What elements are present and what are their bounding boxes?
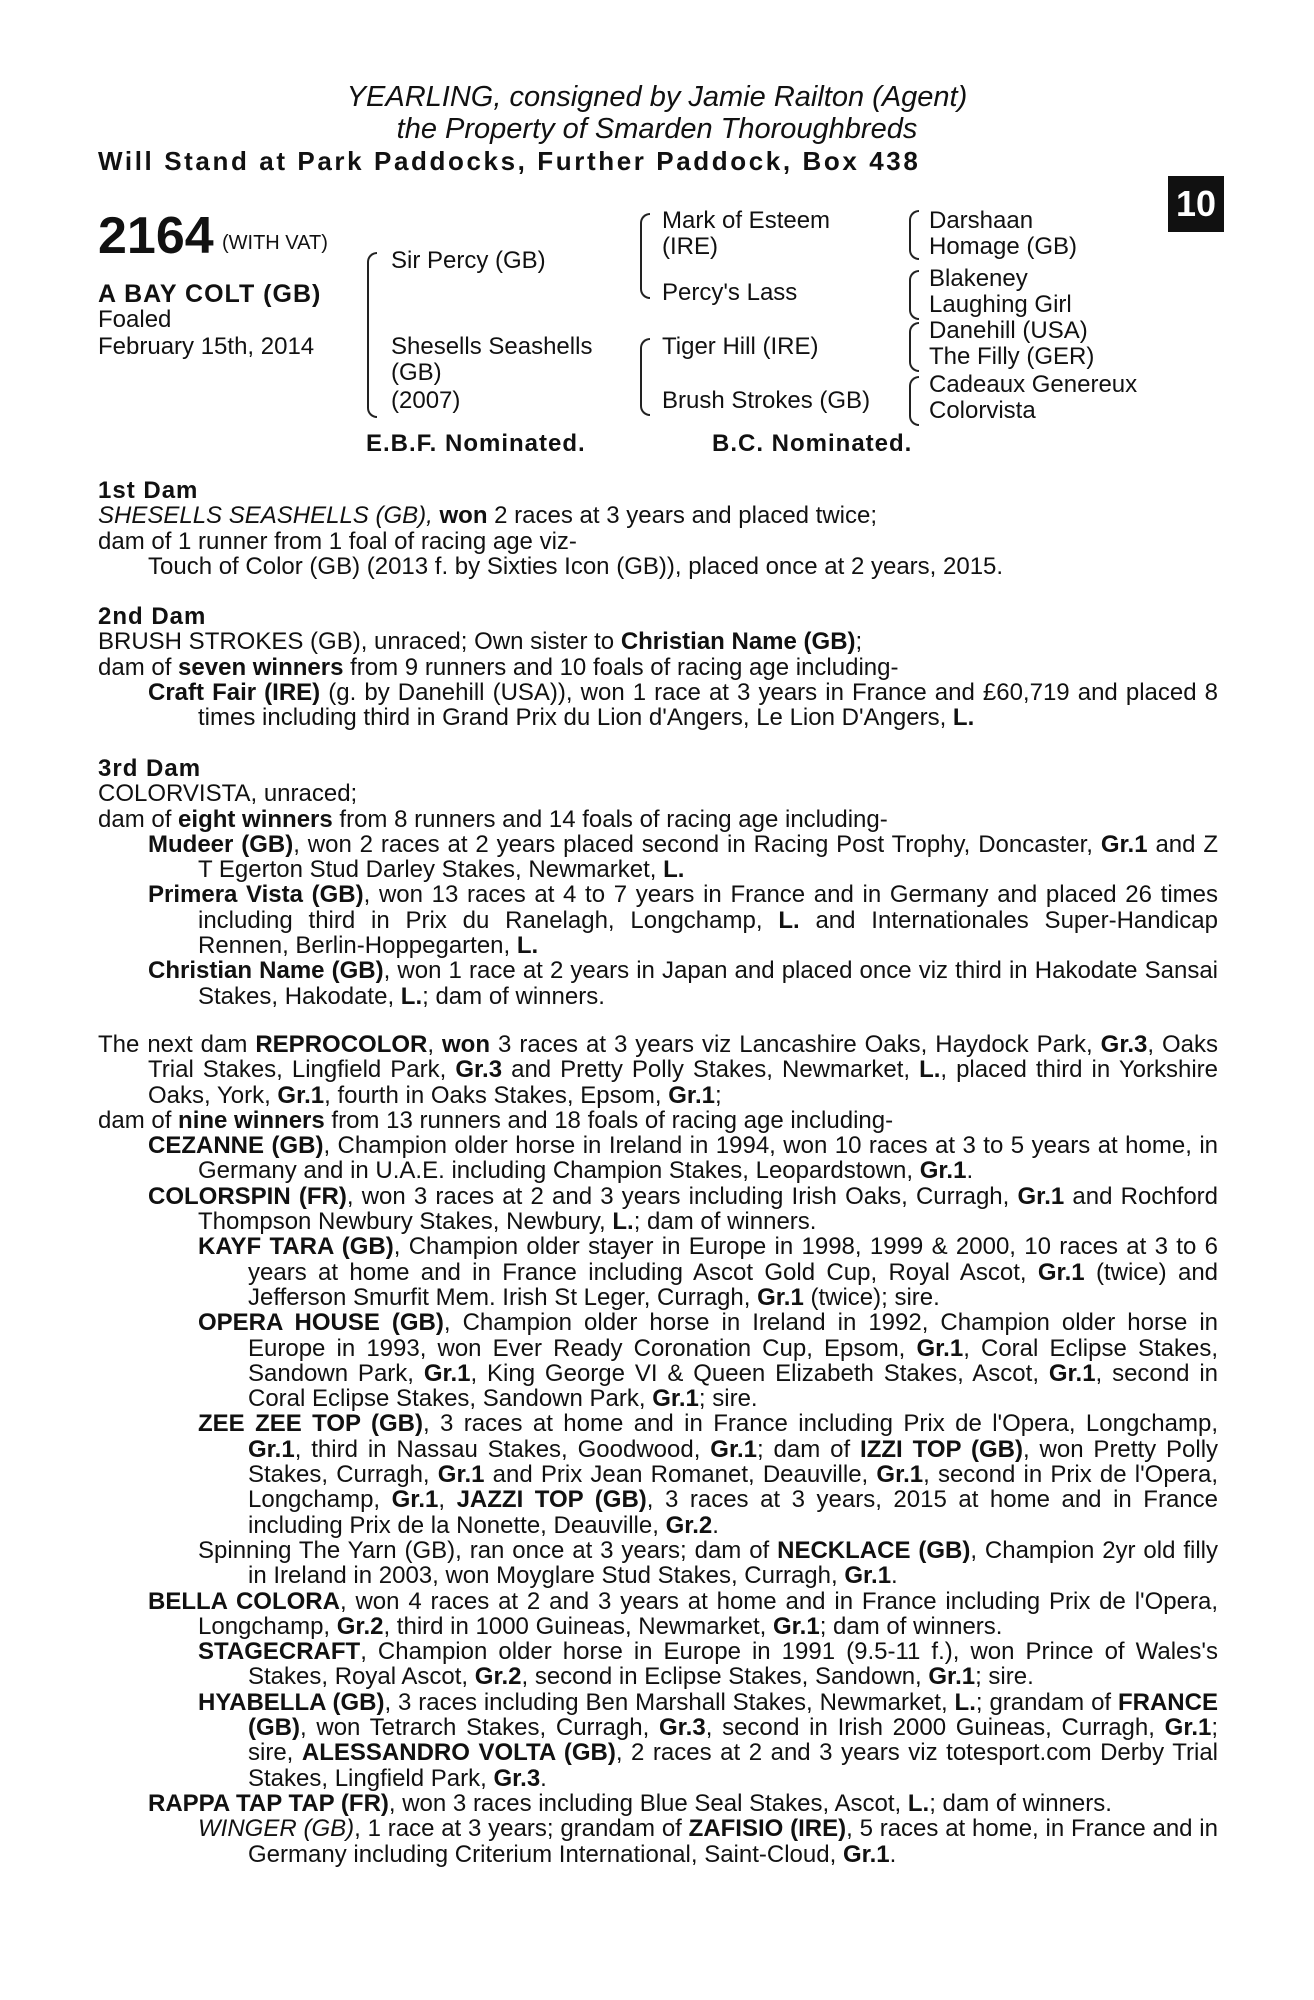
grade-tag: Gr.3	[493, 1764, 541, 1792]
grade-tag: Gr.3	[658, 1714, 706, 1742]
winger-name: WINGER (GB)	[198, 1815, 355, 1843]
cezanne-entry	[98, 1133, 1218, 1184]
craft-fair-entry	[98, 680, 1218, 731]
entry-text: , fourth in Oaks Stakes, Epsom,	[324, 1081, 662, 1109]
entry-text: .	[540, 1764, 547, 1792]
sire-sire-dam: Homage (GB)	[929, 233, 1078, 260]
sire-sire-line1: Mark of Esteem	[662, 207, 831, 234]
entry-text: , 3 races at 3 years, 2015 at home and in France including Prix de la Nonette, Deauville,	[248, 1486, 1218, 1539]
second-dam-text: BRUSH STROKES (GB), unraced; Own sister to	[98, 628, 615, 656]
entry-text: , King George VI & Queen Elizabeth Stakes, Ascot,	[470, 1359, 1039, 1387]
dam-sire-dam: The Filly (GER)	[929, 343, 1095, 370]
entry-text: , won 2 races at 2 years placed second in Racing Post Trophy, Doncaster,	[293, 830, 1093, 858]
lot-description: A BAY COLT (GB)	[98, 280, 322, 308]
listed-tag: L.	[952, 704, 975, 732]
stagecraft-entry	[98, 1639, 1218, 1690]
rappa-tap-tap-entry	[98, 1791, 1218, 1816]
pedigree-brace-4b	[909, 270, 919, 320]
runners-text: from 9 runners and 10 foals of racing age including-	[350, 653, 899, 681]
listed-tag: L.	[919, 1056, 941, 1084]
next-dam-produce-summary	[98, 1108, 1218, 1133]
entry-text: ,	[427, 1031, 435, 1058]
zee-zee-top-entry	[98, 1411, 1218, 1537]
rappa-tap-tap-name: RAPPA TAP TAP (FR)	[148, 1789, 389, 1817]
grade-tag: Gr.2	[474, 1663, 522, 1691]
hyabella-entry	[98, 1690, 1218, 1791]
grade-tag: Gr.1	[928, 1663, 976, 1691]
second-dam-section	[98, 604, 1218, 730]
stagecraft-name: STAGECRAFT	[198, 1638, 361, 1666]
entry-text: and Rochford Thompson Newbury Stakes, Newbury,	[198, 1182, 1219, 1236]
first-dam-produce-1: Touch of Color (GB) (2013 f. by Sixties Icon (GB)), placed once at 2 years, 2015.	[148, 552, 1004, 580]
dam-dam-sire: Cadeaux Genereux	[929, 371, 1138, 398]
foaled-label: Foaled	[98, 306, 172, 333]
izzi-top-name: IZZI TOP (GB)	[860, 1435, 1023, 1463]
entry-text: ; sire,	[248, 1714, 1219, 1767]
second-dam-punct: ;	[855, 628, 863, 656]
entry-text: , 5 races at home, in France and in Germany including Criterium International, Saint-Cloud,	[248, 1815, 1218, 1868]
entry-text: , Champion 2yr old filly in Ireland in 2003, won Moyglare Stud Stakes, Curragh,	[248, 1536, 1219, 1590]
christian-name-name: Christian Name (GB)	[148, 957, 384, 985]
grade-tag: Gr.1	[876, 1461, 924, 1489]
spinning-the-yarn-entry	[98, 1538, 1218, 1589]
grade-tag: Gr.1	[652, 1385, 699, 1413]
ebf-nominated: E.B.F. Nominated.	[366, 430, 586, 457]
grade-tag: Gr.1	[1017, 1182, 1065, 1210]
entry-text: .	[966, 1157, 974, 1185]
entry-text: ; dam of winners.	[633, 1208, 817, 1236]
consignor-line: YEARLING, consigned by Jamie Railton (Agent)	[346, 81, 968, 113]
grade-tag: Gr.1	[844, 1562, 892, 1590]
entry-text: , won 3 races including Blue Seal Stakes, Ascot,	[388, 1789, 902, 1817]
first-dam-won: won	[439, 502, 488, 530]
listed-tag: L.	[778, 906, 800, 934]
first-dam-section	[98, 478, 1218, 579]
entry-text: .	[889, 1840, 897, 1868]
grade-tag: Gr.1	[391, 1486, 439, 1514]
next-dam-section	[98, 1032, 1218, 1867]
entry-text: , Coral Eclipse Stakes, Sandown Park,	[248, 1334, 1218, 1387]
listed-tag: L.	[612, 1208, 634, 1236]
reprocolor-entry	[98, 1032, 1218, 1108]
third-dam-line2	[98, 807, 1218, 832]
foaled-info	[98, 306, 314, 360]
entry-text: and Internationales Super-Handicap Rennen, Berlin-Hoppegarten,	[198, 906, 1218, 960]
craft-fair-name: Craft Fair (IRE)	[148, 678, 321, 706]
dam-of-text: dam of	[98, 1106, 172, 1134]
third-dam-line1: COLORVISTA, unraced;	[98, 780, 358, 808]
grade-tag: Gr.1	[710, 1435, 757, 1463]
bc-nominated: B.C. Nominated.	[712, 430, 913, 457]
grade-tag: Gr.1	[248, 1435, 295, 1463]
grade-tag: Gr.1	[668, 1081, 715, 1109]
france-name: FRANCE (GB)	[248, 1688, 1218, 1742]
first-dam-name: SHESELLS SEASHELLS (GB),	[98, 502, 433, 530]
runners-text: from 13 runners and 18 foals of racing age including-	[331, 1106, 894, 1134]
entry-text: , second in Coral Eclipse Stakes, Sandown Park,	[248, 1359, 1218, 1413]
entry-text: (twice); sire.	[810, 1283, 940, 1311]
third-dam-heading: 3rd Dam	[98, 755, 202, 782]
zafisio-name: ZAFISIO (IRE)	[688, 1815, 847, 1843]
dam-name-line2: (GB)	[391, 359, 442, 386]
entry-text: , won 1 race at 2 years in Japan and placed once viz third in Hakodate Sansai Stakes, Hakodate,	[198, 957, 1218, 1010]
dam-sire: Tiger Hill (IRE)	[662, 333, 819, 360]
entry-text: , second in Irish 2000 Guineas, Curragh,	[705, 1714, 1155, 1742]
christian-name-entry	[98, 958, 1218, 1009]
mudeer-name: Mudeer (GB)	[148, 830, 294, 858]
craft-fair-text: (g. by Danehill (USA)), won 1 race at 3 years in France and £60,719 and placed 8 times including third in Grand Prix du Lion d'Angers, Le Lion D'Angers,	[198, 678, 1218, 732]
grade-tag: Gr.1	[423, 1359, 471, 1387]
entry-text: , third in 1000 Guineas, Newmarket,	[383, 1612, 767, 1640]
mudeer-entry	[98, 832, 1218, 883]
entry-text: and Z T Egerton Stud Darley Stakes, Newmarket,	[198, 830, 1219, 884]
sale-badge: 10	[1168, 176, 1224, 232]
grade-tag: Gr.1	[277, 1081, 325, 1109]
entry-text: , won 3 races at 2 and 3 years including Irish Oaks, Curragh,	[346, 1182, 1010, 1210]
sire-sire-sire: Darshaan	[929, 207, 1034, 234]
second-dam-line1	[98, 629, 1218, 654]
entry-text: , Champion older horse in Ireland in 1994, won 10 races at 3 to 5 years at home, in Germany and in U.A.E. including Champion Stakes, Leopardstown,	[198, 1132, 1218, 1185]
sire-dam-sire: Blakeney	[929, 265, 1028, 292]
entry-text: , Champion older stayer in Europe in 1998, 1999 & 2000, 10 races at 3 to 6 years at home and in France including Ascot Gold Cup, Royal Ascot,	[248, 1233, 1218, 1286]
vat-note: (WITH VAT)	[222, 232, 328, 254]
grade-tag: Gr.1	[1048, 1359, 1096, 1387]
dam-of-text: dam of	[98, 653, 172, 681]
cezanne-name: CEZANNE (GB)	[148, 1132, 324, 1160]
jazzi-top-name: JAZZI TOP (GB)	[456, 1486, 647, 1514]
entry-text: and Pretty Polly Stakes, Newmarket,	[511, 1056, 911, 1084]
second-dam-heading: 2nd Dam	[98, 603, 207, 630]
opera-house-entry	[98, 1310, 1218, 1411]
lot-number: 2164	[98, 207, 214, 265]
entry-text: .	[712, 1511, 719, 1539]
bella-colora-name: BELLA COLORA	[148, 1587, 340, 1615]
grade-tag: Gr.1	[916, 1334, 964, 1362]
dam-sire-sire: Danehill (USA)	[929, 317, 1088, 344]
entry-text: , placed third in Yorkshire Oaks, York,	[148, 1056, 1218, 1109]
alessandro-volta-name: ALESSANDRO VOLTA (GB)	[301, 1739, 616, 1767]
winners-count: eight winners	[178, 805, 333, 833]
entry-text: ; sire.	[975, 1663, 1034, 1691]
pedigree-brace-sire	[640, 213, 650, 299]
entry-text: , 3 races at home and in France including Prix de l'Opera, Longchamp,	[422, 1410, 1218, 1438]
pedigree-brace-4a	[909, 210, 919, 260]
winger-entry	[98, 1816, 1218, 1867]
primera-vista-name: Primera Vista (GB)	[148, 881, 364, 909]
grade-tag: Gr.1	[1164, 1714, 1212, 1742]
listed-tag: L.	[400, 982, 423, 1010]
dam-year: (2007)	[391, 387, 461, 414]
listed-tag: L.	[954, 1688, 976, 1716]
grade-tag: Gr.2	[665, 1511, 713, 1539]
necklace-name: NECKLACE (GB)	[777, 1536, 971, 1564]
listed-tag: L.	[663, 856, 685, 884]
grade-tag: Gr.1	[757, 1283, 804, 1311]
entry-text: , second in Eclipse Stakes, Sandown,	[521, 1663, 922, 1691]
winners-count: seven winners	[178, 653, 344, 681]
runners-text: from 8 runners and 14 foals of racing age including-	[339, 805, 888, 833]
sire-dam: Percy's Lass	[662, 279, 798, 306]
christian-name-ref: Christian Name (GB)	[620, 628, 856, 656]
grade-tag: Gr.1	[773, 1612, 820, 1640]
kayf-tara-name: KAYF TARA (GB)	[198, 1233, 394, 1261]
grade-tag: Gr.3	[1100, 1031, 1148, 1058]
bella-colora-entry	[98, 1589, 1218, 1640]
entry-text: , 1 race at 3 years; grandam of	[354, 1815, 682, 1843]
entry-text: ; grandam of	[975, 1688, 1112, 1716]
grade-tag: Gr.1	[919, 1157, 967, 1185]
entry-text: ; sire.	[698, 1385, 758, 1413]
entry-text: ; dam of winners.	[422, 982, 605, 1010]
entry-text: , won Tetrarch Stakes, Curragh,	[299, 1714, 650, 1742]
entry-text: and Prix Jean Romanet, Deauville,	[492, 1461, 869, 1489]
entry-text: ; dam of	[756, 1435, 851, 1463]
entry-text: , 2 races at 2 and 3 years viz totesport.com Derby Trial Stakes, Lingfield Park,	[248, 1739, 1218, 1792]
sire-dam-dam: Laughing Girl	[929, 291, 1072, 318]
zee-zee-top-name: ZEE ZEE TOP (GB)	[198, 1410, 423, 1438]
first-dam-record: 2 races at 3 years and placed twice;	[494, 502, 878, 530]
second-dam-line2	[98, 655, 1218, 680]
entry-text: , Oaks Trial Stakes, Lingfield Park,	[148, 1031, 1219, 1084]
pedigree-brace-main	[367, 252, 377, 418]
colorspin-name: COLORSPIN (FR)	[148, 1182, 347, 1210]
entry-text: , second in Prix de l'Opera, Longchamp,	[248, 1461, 1219, 1514]
grade-tag: Gr.1	[1037, 1258, 1085, 1286]
sire-name: Sir Percy (GB)	[391, 247, 546, 274]
entry-text: ;	[714, 1081, 722, 1109]
entry-text: , 3 races including Ben Marshall Stakes, Newmarket,	[384, 1688, 948, 1716]
entry-text: ; dam of winners.	[929, 1789, 1112, 1817]
entry-text: The next dam	[98, 1031, 248, 1058]
entry-text: .	[891, 1562, 898, 1590]
first-dam-line1	[98, 503, 1218, 528]
pedigree-brace-4d	[909, 376, 919, 426]
third-dam-section	[98, 756, 1218, 1009]
dam-dam-dam: Colorvista	[929, 397, 1036, 424]
grade-tag: Gr.3	[455, 1056, 503, 1084]
dam-dam: Brush Strokes (GB)	[662, 387, 871, 414]
entry-text: , Champion older horse in Ireland in 1992, Champion older horse in Europe in 1993, won Ever Ready Coronation Cup, Epsom,	[248, 1309, 1219, 1362]
stand-location: Will Stand at Park Paddocks, Further Paddock, Box 438	[98, 146, 921, 176]
colorspin-entry	[98, 1184, 1218, 1235]
winners-count: nine winners	[178, 1106, 325, 1134]
grade-tag: Gr.2	[336, 1612, 384, 1640]
entry-text: , won 4 races at 2 and 3 years at home and in France including Prix de l'Opera, Longchamp,	[198, 1587, 1219, 1640]
entry-text: , third in Nassau Stakes, Goodwood,	[294, 1435, 701, 1463]
pedigree-brace-4c	[909, 322, 919, 372]
sire-sire-line2: (IRE)	[662, 233, 718, 260]
primera-vista-entry	[98, 882, 1218, 958]
property-line: the Property of Smarden Thoroughbreds	[396, 113, 918, 145]
grade-tag: Gr.1	[437, 1461, 485, 1489]
entry-text: ,	[438, 1486, 446, 1514]
listed-tag: L.	[907, 1789, 930, 1817]
kayf-tara-entry	[98, 1234, 1218, 1310]
grade-tag: Gr.1	[1100, 830, 1148, 858]
first-dam-heading: 1st Dam	[98, 477, 199, 504]
pedigree-brace-dam	[640, 338, 650, 416]
entry-text: ; dam of winners.	[819, 1612, 1003, 1640]
entry-text: , won Pretty Polly Stakes, Curragh,	[248, 1435, 1219, 1489]
first-dam-produce-summary: dam of 1 runner from 1 foal of racing age viz-	[98, 527, 577, 555]
grade-tag: Gr.1	[842, 1840, 890, 1868]
dam-of-text: dam of	[98, 805, 172, 833]
reprocolor-name: REPROCOLOR	[255, 1031, 428, 1058]
entry-text: 3 races at 3 years viz Lancashire Oaks, Haydock Park,	[498, 1031, 1093, 1058]
entry-text: , Champion older horse in Europe in 1991 (9.5-11 f.), won Prince of Wales's Stakes, Royal Ascot,	[248, 1638, 1218, 1691]
entry-text: , won 13 races at 4 to 7 years in France and in Germany and placed 26 times including third in Prix du Ranelagh, Longchamp,	[198, 881, 1218, 934]
hyabella-name: HYABELLA (GB)	[198, 1688, 385, 1716]
entry-text: Spinning The Yarn (GB), ran once at 3 years; dam of	[198, 1536, 770, 1564]
won-tag: won	[442, 1031, 491, 1058]
dam-name-line1: Shesells Seashells	[391, 333, 593, 360]
listed-tag: L.	[516, 932, 539, 960]
opera-house-name: OPERA HOUSE (GB)	[198, 1309, 444, 1337]
entry-text: (twice) and Jefferson Smurfit Mem. Irish St Leger, Curragh,	[248, 1258, 1219, 1311]
foaled-date: February 15th, 2014	[98, 333, 315, 360]
